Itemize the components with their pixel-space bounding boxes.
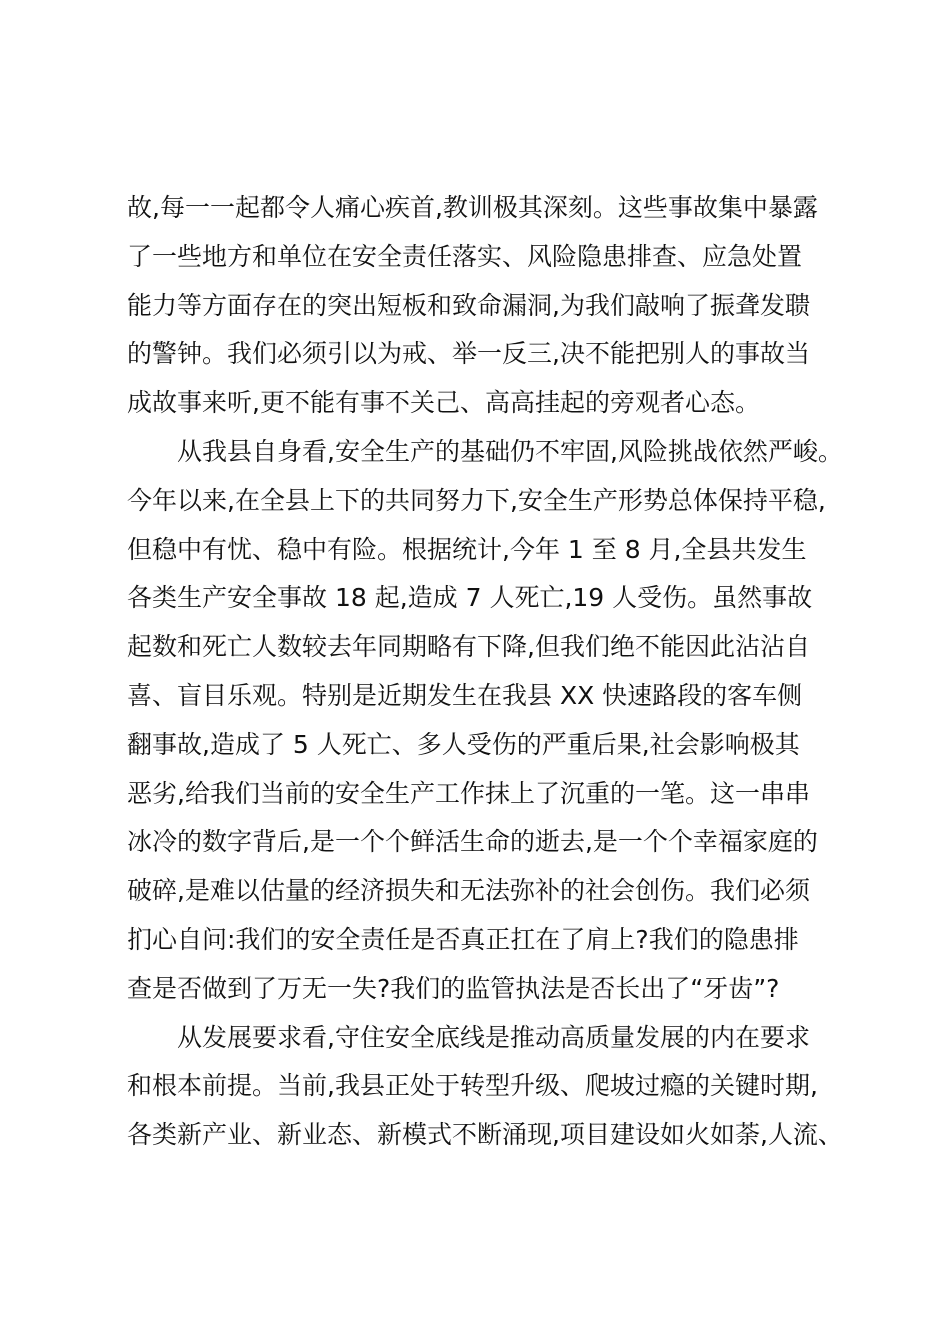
text-line: 成故事来听,更不能有事不关己、高高挂起的旁观者心态。: [127, 388, 760, 418]
text-line: 了一些地方和单位在安全责任落实、风险隐患排查、应急处置: [127, 241, 803, 271]
paragraph-start-line: 从发展要求看,守住安全底线是推动高质量发展的内在要求: [177, 1022, 810, 1052]
text-line: 喜、盲目乐观。特别是近期发生在我县 XX 快速路段的客车侧: [127, 680, 803, 710]
document-body: [127, 184, 847, 1160]
text-line: 今年以来,在全县上下的共同努力下,安全生产形势总体保持平稳,: [127, 485, 826, 515]
text-line: 能力等方面存在的突出短板和致命漏洞,为我们敲响了振聋发聩: [127, 290, 810, 320]
text-line: 各类生产安全事故 18 起,造成 7 人死亡,19 人受伤。虽然事故: [127, 583, 813, 613]
text-line: 的警钟。我们必须引以为戒、举一反三,决不能把别人的事故当: [127, 339, 810, 369]
text-line: 冰冷的数字背后,是一个个鲜活生命的逝去,是一个个幸福家庭的: [127, 827, 818, 857]
text-line: 扪心自问:我们的安全责任是否真正扛在了肩上?我们的隐患排: [127, 924, 799, 954]
text-line: 破碎,是难以估量的经济损失和无法弥补的社会创伤。我们必须: [127, 876, 810, 906]
text-line: 故,每一一起都令人痛心疾首,教训极其深刻。这些事故集中暴露: [127, 193, 818, 222]
paragraph-start-line: 从我县自身看,安全生产的基础仍不牢固,风险挑战依然严峻。: [177, 436, 843, 466]
text-line: 和根本前提。当前,我县正处于转型升级、爬坡过瘾的关键时期,: [127, 1071, 818, 1101]
text-line: 恶劣,给我们当前的安全生产工作抹上了沉重的一笔。这一串串: [127, 778, 810, 808]
text-line: 起数和死亡人数较去年同期略有下降,但我们绝不能因此沾沾自: [127, 632, 810, 662]
text-line: 查是否做到了万无一失?我们的监管执法是否长出了“牙齿”?: [127, 973, 780, 1003]
text-line: 翻事故,造成了 5 人死亡、多人受伤的严重后果,社会影响极其: [127, 729, 800, 759]
text-line: 但稳中有忧、稳中有险。根据统计,今年 1 至 8 月,全县共发生: [127, 534, 807, 564]
text-line: 各类新产业、新业态、新模式不断涌现,项目建设如火如荼,人流、: [127, 1120, 843, 1150]
